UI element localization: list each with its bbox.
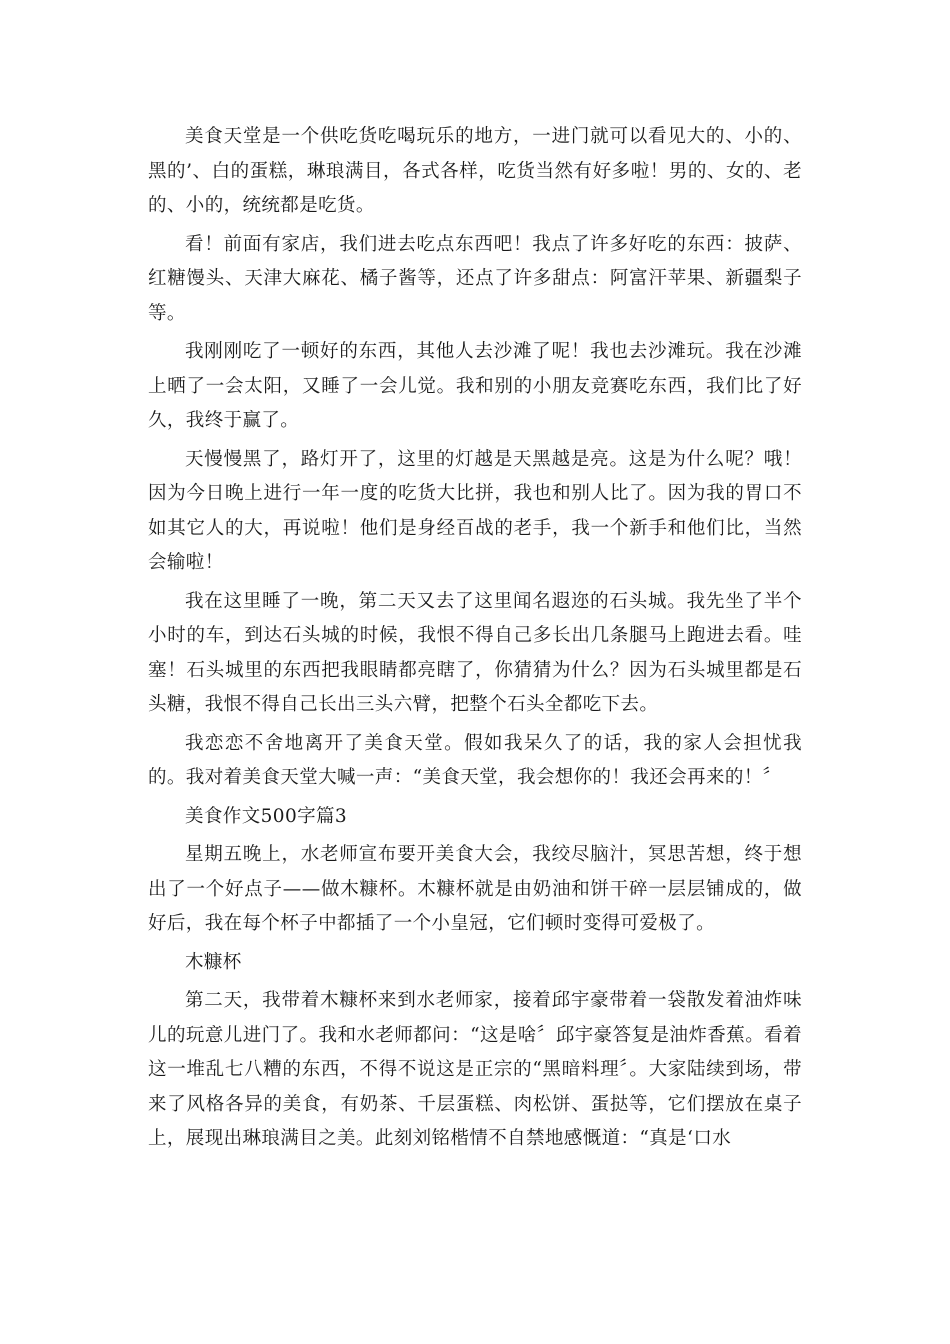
paragraph-night-contest: 天慢慢黑了，路灯开了，这里的灯越是天黑越是亮。这是为什么呢？哦！因为今日晚上进行一年一度的吃货大比拼，我也和别人比了。因为我的胃口不如其它人的大，再说啦！他们是身经百战的老手，我一个新手和他们比，当然会输啦！: [148, 448, 802, 573]
paragraph-stone-city: 我在这里睡了一晚，第二天又去了这里闻名遐迩的石头城。我先坐了半个小时的车，到达石头城的时候，我恨不得自己多长出几条腿马上跑进去看。哇塞！石头城里的东西把我眼睛都亮瞎了，你猜猜为什么？因为石头城里都是石头糖，我恨不得自己长出三头六臂，把整个石头全都吃下去。: [148, 590, 802, 715]
paragraph-shop-visit: 看！前面有家店，我们进去吃点东西吧！我点了许多好吃的东西：披萨、红糖馒头、天津大麻花、橘子酱等，还点了许多甜点：阿富汗苹果、新疆梨子等。: [148, 233, 802, 324]
paragraph-beach: 我刚刚吃了一顿好的东西，其他人去沙滩了呢！我也去沙滩玩。我在沙滩上晒了一会太阳，又睡了一会儿觉。我和别的小朋友竞赛吃东西，我们比了好久，我终于赢了。: [148, 341, 802, 431]
section-heading-essay-3: 美食作文500字篇3: [185, 805, 348, 827]
paragraph-next-day: 第二天，我带着木糠杯来到水老师家，接着邱宇豪带着一袋散发着油炸味儿的玩意儿进门了。我和水老师都问：“这是啥〞邱宇豪答复是油炸香蕉。看着这一堆乱七八糟的东西，不得不说这是正宗的“黑暗料理〞。大家陆续到场，带来了风格各异的美食，有奶茶、千层蛋糕、肉松饼、蛋挞等，它们摆放在桌子上，展现出琳琅满目之美。此刻刘铭楷情不自禁地感慨道：“真是‘口水: [148, 990, 802, 1149]
paragraph-food-paradise-intro: 美食天堂是一个供吃货吃喝玩乐的地方，一进门就可以看见大的、小的、黑的’、白的蛋糕，琳琅满目，各式各样，吃货当然有好多啦！男的、女的、老的、小的，统统都是吃货。: [148, 126, 802, 216]
document-body: [148, 120, 802, 1161]
subheading-mukang-cup: 木糠杯: [185, 951, 242, 973]
paragraph-food-meeting: 星期五晚上，水老师宣布要开美食大会，我绞尽脑汁，冥思苦想，终于想出了一个好点子——做木糠杯。木糠杯就是由奶油和饼干碎一层层铺成的，做好后，我在每个杯子中都插了一个小皇冠，它们顿时变得可爱极了。: [148, 844, 802, 934]
paragraph-farewell: 我恋恋不舍地离开了美食天堂。假如我呆久了的话，我的家人会担忧我的。我对着美食天堂大喊一声：“美食天堂，我会想你的！我还会再来的！〞: [148, 732, 802, 788]
